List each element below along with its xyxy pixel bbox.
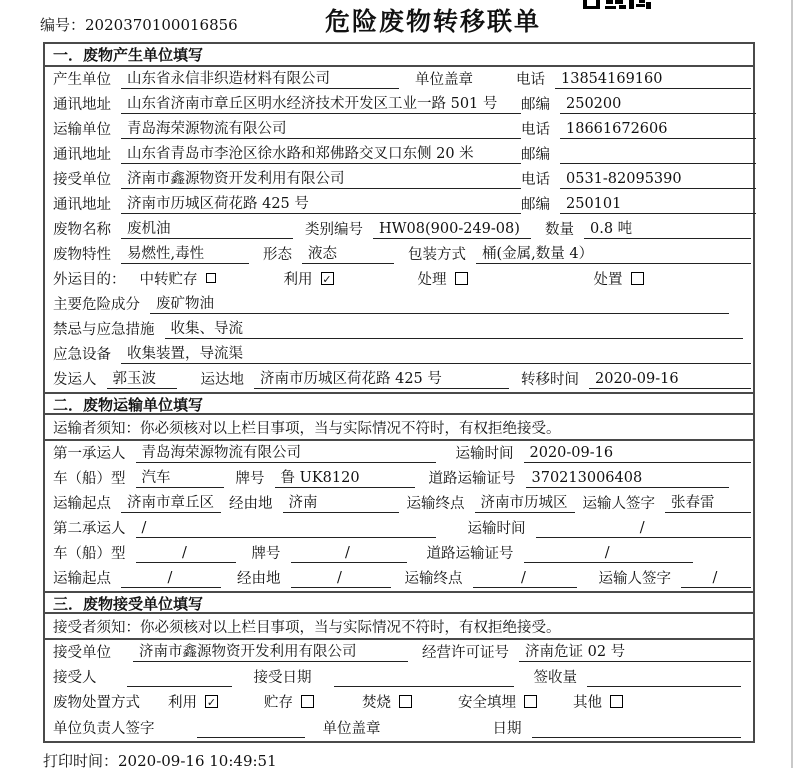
second-vehicle-value: /	[136, 545, 236, 563]
accept-unit-row	[45, 640, 753, 665]
option-label: 其他	[573, 695, 602, 711]
accept-person-label: 接受人	[53, 670, 97, 686]
disposal-method-row	[45, 690, 753, 715]
manifest-form-table	[43, 42, 755, 743]
vehicle-type-label: 车（船）型	[53, 471, 126, 487]
transfer-time-label: 转移时间	[521, 372, 579, 388]
accept-date-label: 接受日期	[253, 670, 312, 686]
category-value: HW08(900-249-08)	[373, 221, 531, 239]
page-title: 危险废物转移联单	[325, 7, 542, 36]
second-route-row	[45, 566, 753, 591]
transporter-row	[45, 117, 753, 142]
second-endpoint-value: /	[473, 570, 577, 588]
phone-label: 电话	[521, 172, 550, 188]
category-label: 类别编号	[305, 222, 363, 238]
purpose-option-dispose	[594, 268, 644, 289]
shipper-value: 郭玉波	[107, 367, 177, 389]
section3-heading: 三．废物接受单位填写	[45, 591, 753, 614]
emergency-equipment-row	[45, 342, 753, 367]
purpose-label: 外运目的：	[53, 272, 126, 288]
second-via-value: /	[291, 570, 391, 588]
checkbox-icon	[455, 272, 468, 285]
taboo-value: 收集、导流	[165, 317, 744, 339]
first-route-row	[45, 491, 753, 516]
character-label: 废物特性	[53, 247, 111, 263]
quantity-label: 数量	[545, 222, 574, 238]
checkbox-checked-icon: ✓	[206, 695, 217, 709]
serial-value: 2020370100016856	[85, 16, 238, 34]
head-sign-label: 单位负责人签字	[53, 721, 155, 737]
producer-row	[45, 67, 753, 92]
first-origin-value: 济南市章丘区	[121, 491, 221, 513]
taboo-label: 禁忌与应急措施	[53, 322, 155, 338]
via-label: 经由地	[237, 571, 281, 587]
unit-seal-label: 单位盖章	[415, 72, 473, 88]
option-label: 焚烧	[362, 695, 391, 711]
receiver-row	[45, 167, 753, 192]
plate-label: 牌号	[235, 471, 265, 487]
option-label: 贮存	[264, 695, 293, 711]
checkbox-icon	[399, 695, 412, 708]
transporter-value: 青岛海荣源物流有限公司	[121, 117, 521, 139]
road-permit-label: 道路运输证号	[428, 471, 516, 487]
section2-heading: 二．废物运输单位填写	[45, 392, 753, 415]
option-label: 处理	[417, 272, 447, 288]
taboo-measures-row	[45, 317, 753, 342]
receiver-phone-value: 0531-82095390	[560, 171, 756, 189]
accept-date-value	[334, 669, 514, 687]
hazard-component-row	[45, 292, 753, 317]
first-plate-value: 鲁 UK8120	[275, 466, 415, 488]
second-plate-value: /	[291, 545, 407, 563]
shipper-row	[45, 367, 753, 392]
disposal-method-label: 废物处置方式	[53, 695, 140, 711]
waste-character-row	[45, 242, 753, 267]
origin-label: 运输起点	[53, 571, 111, 587]
first-transport-time-value: 2020-09-16	[524, 445, 752, 463]
first-vehicle-value: 汽车	[136, 466, 224, 488]
transporter-address-row	[45, 142, 753, 167]
equipment-label: 应急设备	[53, 347, 111, 363]
origin-label: 运输起点	[53, 496, 111, 512]
disposal-option-other	[573, 691, 623, 712]
second-carrier-row	[45, 516, 753, 541]
zip-label: 邮编	[521, 197, 550, 213]
transporter-address-value: 山东省青岛市李沧区徐水路和郑佛路交叉口东侧 20 米	[121, 142, 521, 164]
option-label: 处置	[593, 272, 623, 288]
hazard-value: 废矿物油	[150, 292, 729, 314]
purpose-row	[45, 267, 753, 292]
unit-seal-label: 单位盖章	[322, 721, 381, 737]
print-time-line	[43, 750, 277, 768]
receiver-zip-value: 250101	[560, 196, 756, 214]
date-value	[532, 720, 742, 738]
carrier-sign-label: 运输人签字	[582, 496, 655, 512]
print-time-label: 打印时间：	[43, 752, 119, 768]
option-label: 利用	[168, 695, 197, 711]
transport-time-label: 运输时间	[455, 446, 514, 462]
section1-heading: 一．废物产生单位填写	[45, 44, 753, 67]
accept-unit-value: 济南市鑫源物资开发利用有限公司	[133, 640, 408, 662]
disposal-option-utilize	[168, 691, 218, 712]
packing-label: 包装方式	[408, 247, 466, 263]
option-label: 安全填埋	[458, 695, 516, 711]
quantity-value: 0.8 吨	[584, 217, 751, 239]
transporter-phone-value: 18661672606	[560, 121, 756, 139]
head-signature-row	[45, 715, 753, 741]
first-carrier-value: 青岛海荣源物流有限公司	[136, 441, 436, 463]
first-permit-value: 370213006408	[526, 470, 730, 488]
serial-number-line	[40, 14, 238, 35]
first-carrier-sign-value: 张春雷	[665, 491, 751, 513]
disposal-option-landfill	[458, 691, 537, 712]
license-value: 济南危证 02 号	[519, 640, 751, 662]
equipment-value: 收集装置，导流渠	[121, 342, 751, 364]
zip-label: 邮编	[521, 147, 550, 163]
second-carrier-label: 第二承运人	[53, 521, 126, 537]
first-endpoint-value: 济南市历城区	[475, 491, 575, 513]
transporter-zip-value	[560, 146, 756, 164]
purpose-option-utilize	[284, 268, 334, 289]
first-carrier-row	[45, 441, 753, 466]
date-label: 日期	[492, 721, 522, 737]
first-carrier-label: 第一承运人	[53, 446, 126, 462]
second-carrier-sign-value: /	[681, 570, 751, 588]
checkbox-icon	[631, 272, 644, 285]
phone-label: 电话	[516, 72, 545, 88]
second-origin-value: /	[121, 570, 221, 588]
transfer-time-value: 2020-09-16	[589, 371, 751, 389]
accept-unit-label: 接受单位	[53, 645, 111, 661]
receiver-label: 接受单位	[53, 172, 111, 188]
head-sign-value	[197, 720, 305, 738]
plate-label: 牌号	[251, 546, 281, 562]
endpoint-label: 运输终点	[406, 496, 465, 512]
zip-label: 邮编	[521, 97, 550, 113]
receiver-address-value: 济南市历城区荷花路 425 号	[121, 192, 521, 214]
character-value: 易燃性,毒性	[121, 242, 249, 264]
address-label: 通讯地址	[53, 97, 111, 113]
license-label: 经营许可证号	[422, 645, 509, 661]
receipt-amount-value	[587, 669, 741, 687]
receipt-amount-label: 签收量	[533, 670, 577, 686]
form-value: 液态	[302, 242, 394, 264]
receiver-notice: 接受者须知：你必须核对以上栏目事项，当与实际情况不符时，有权拒绝接受。	[45, 614, 753, 640]
address-label: 通讯地址	[53, 147, 111, 163]
accept-person-row	[45, 665, 753, 690]
producer-phone-value: 13854169160	[555, 71, 751, 89]
carrier-sign-label: 运输人签字	[598, 571, 671, 587]
producer-label: 产生单位	[53, 72, 111, 88]
accept-person-value	[127, 669, 232, 687]
option-label: 利用	[283, 272, 313, 288]
second-carrier-value: /	[136, 520, 436, 538]
scan-edge-line	[791, 0, 793, 768]
qr-code-icon	[583, 0, 651, 10]
option-label: 中转贮存	[139, 272, 198, 288]
producer-address-value: 山东省济南市章丘区明水经济技术开发区工业一路 501 号	[121, 92, 521, 114]
checkbox-icon	[524, 695, 537, 708]
waste-name-value: 废机油	[121, 217, 293, 239]
transport-time-label: 运输时间	[467, 521, 526, 537]
form-label: 形态	[263, 247, 292, 263]
packing-value: 桶(金属,数量 4）	[476, 242, 751, 264]
vehicle-type-label: 车（船）型	[53, 546, 126, 562]
second-transport-time-value: /	[536, 520, 752, 538]
second-vehicle-row	[45, 541, 753, 566]
transporter-label: 运输单位	[53, 122, 111, 138]
receiver-value: 济南市鑫源物资开发利用有限公司	[121, 167, 521, 189]
purpose-option-transfer-storage	[140, 268, 216, 289]
print-time-value: 2020-09-16 10:49:51	[118, 752, 277, 768]
destination-value: 济南市历城区荷花路 425 号	[254, 367, 509, 389]
first-via-value: 济南	[283, 491, 399, 513]
serial-label: 编号：	[40, 16, 86, 34]
transporter-notice: 运输者须知：你必须核对以上栏目事项，当与实际情况不符时，有权拒绝接受。	[45, 415, 753, 441]
checkbox-checked-icon: ✓	[322, 272, 332, 286]
checkbox-icon	[610, 695, 623, 708]
via-label: 经由地	[229, 496, 273, 512]
address-label: 通讯地址	[53, 197, 111, 213]
producer-address-row	[45, 92, 753, 117]
second-permit-value: /	[524, 545, 694, 563]
endpoint-label: 运输终点	[404, 571, 463, 587]
shipper-label: 发运人	[53, 372, 97, 388]
first-vehicle-row	[45, 466, 753, 491]
purpose-option-treat	[418, 268, 468, 289]
checkbox-icon	[206, 273, 216, 283]
hazard-label: 主要危险成分	[53, 297, 140, 313]
waste-name-row	[45, 217, 753, 242]
phone-label: 电话	[521, 122, 550, 138]
disposal-option-incinerate	[362, 691, 412, 712]
producer-zip-value: 250200	[560, 96, 756, 114]
road-permit-label: 道路运输证号	[426, 546, 514, 562]
producer-value: 山东省永信非织造材料有限公司	[121, 67, 399, 89]
destination-label: 运达地	[200, 372, 244, 388]
receiver-address-row	[45, 192, 753, 217]
waste-name-label: 废物名称	[53, 222, 111, 238]
checkbox-icon	[301, 695, 314, 708]
disposal-option-storage	[264, 691, 314, 712]
